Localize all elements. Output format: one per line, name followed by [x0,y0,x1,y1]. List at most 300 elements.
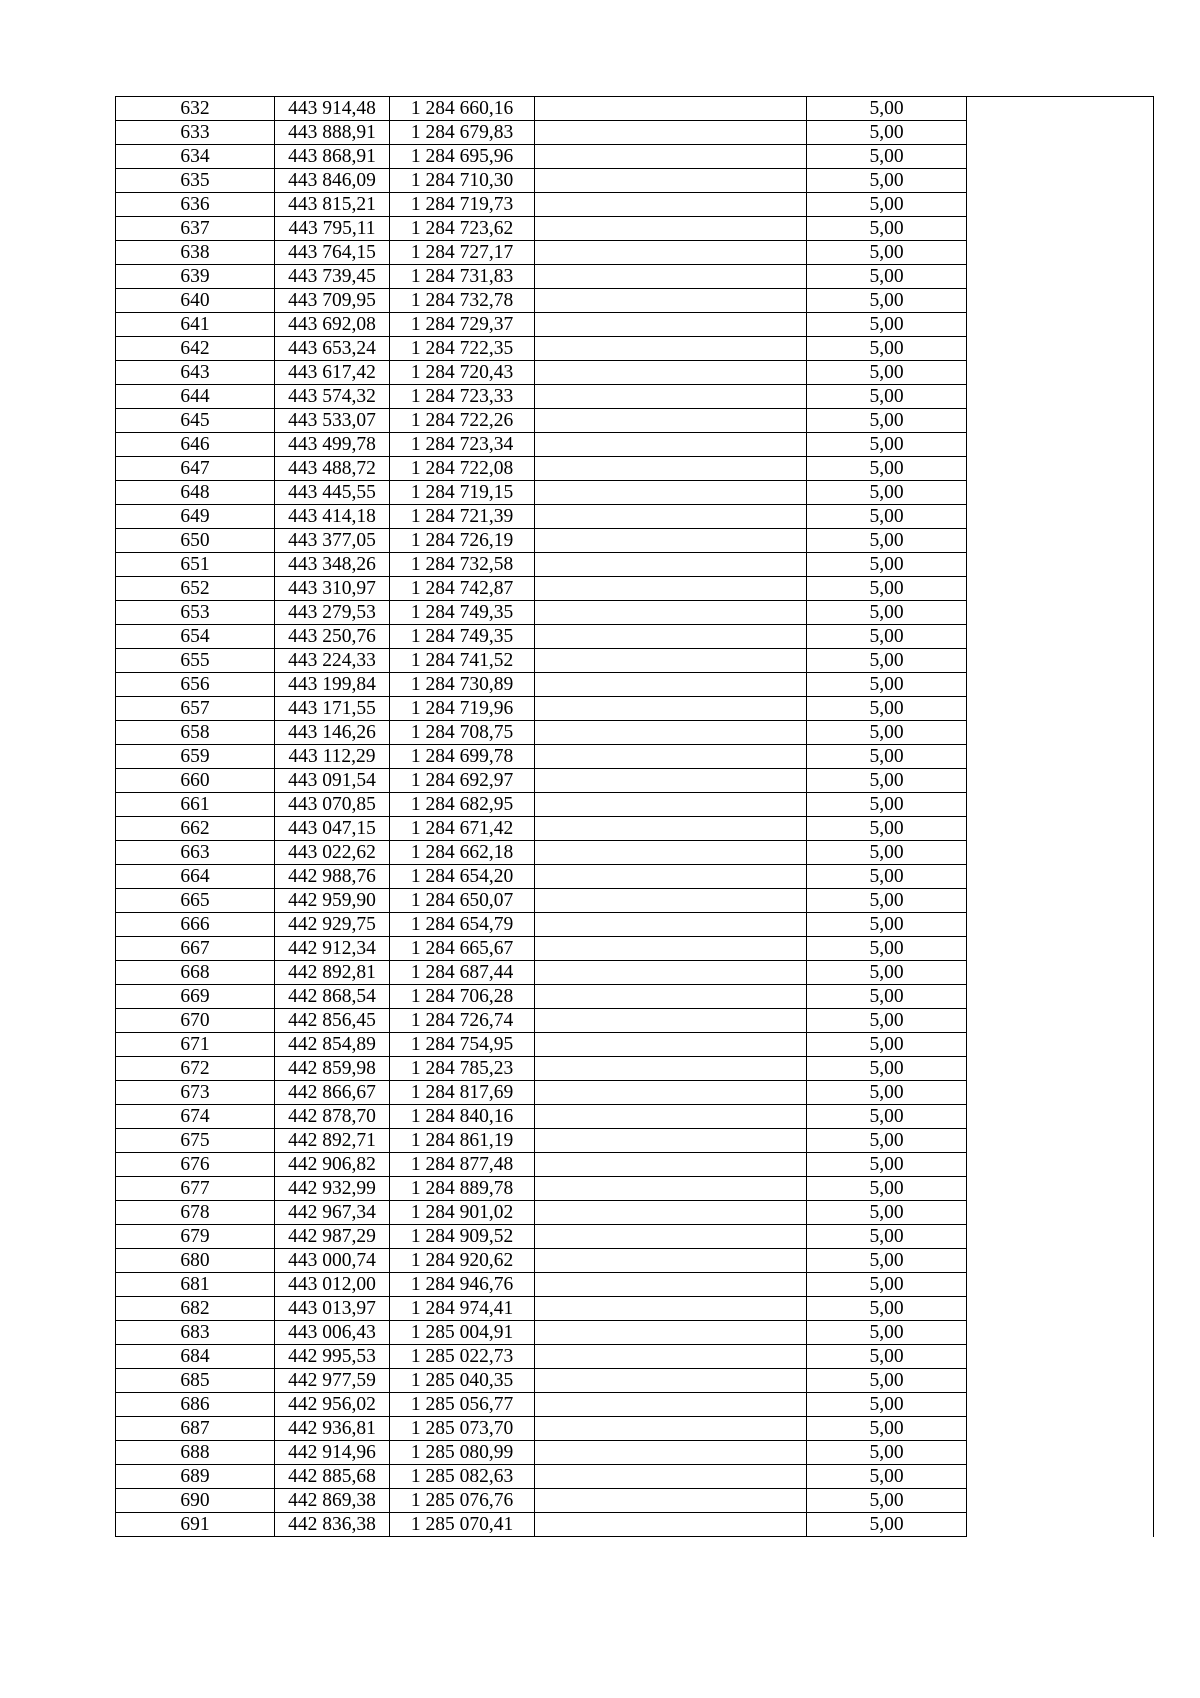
accuracy-cell: 5,00 [807,601,967,625]
note-cell [967,1129,1154,1153]
x-coordinate-cell: 443 445,55 [275,481,390,505]
note-cell [967,1249,1154,1273]
note-cell [967,505,1154,529]
point-number-cell: 647 [116,457,275,481]
y-coordinate-cell: 1 284 695,96 [390,145,535,169]
x-coordinate-cell: 442 892,81 [275,961,390,985]
note-cell [967,1177,1154,1201]
y-coordinate-cell: 1 284 708,75 [390,721,535,745]
description-cell [535,793,807,817]
note-cell [967,649,1154,673]
accuracy-cell: 5,00 [807,817,967,841]
y-coordinate-cell: 1 284 723,34 [390,433,535,457]
x-coordinate-cell: 443 013,97 [275,1297,390,1321]
note-cell [967,481,1154,505]
description-cell [535,433,807,457]
y-coordinate-cell: 1 284 654,79 [390,913,535,937]
table-row [116,1441,1154,1465]
description-cell [535,817,807,841]
table-row [116,1225,1154,1249]
point-number-cell: 659 [116,745,275,769]
accuracy-cell: 5,00 [807,961,967,985]
y-coordinate-cell: 1 284 732,58 [390,553,535,577]
accuracy-cell: 5,00 [807,121,967,145]
description-cell [535,481,807,505]
y-coordinate-cell: 1 284 785,23 [390,1057,535,1081]
table-row [116,1105,1154,1129]
point-number-cell: 645 [116,409,275,433]
note-cell [967,697,1154,721]
accuracy-cell: 5,00 [807,1057,967,1081]
accuracy-cell: 5,00 [807,361,967,385]
accuracy-cell: 5,00 [807,433,967,457]
description-cell [535,217,807,241]
description-cell [535,577,807,601]
note-cell [967,1081,1154,1105]
table-row [116,97,1154,121]
table-row [116,1465,1154,1489]
y-coordinate-cell: 1 284 909,52 [390,1225,535,1249]
point-number-cell: 642 [116,337,275,361]
table-row [116,817,1154,841]
coordinates-table-body [116,97,1154,1537]
point-number-cell: 690 [116,1489,275,1513]
description-cell [535,1225,807,1249]
point-number-cell: 671 [116,1033,275,1057]
y-coordinate-cell: 1 284 665,67 [390,937,535,961]
description-cell [535,1345,807,1369]
table-row [116,841,1154,865]
note-cell [967,1489,1154,1513]
accuracy-cell: 5,00 [807,1081,967,1105]
note-cell [967,169,1154,193]
x-coordinate-cell: 443 653,24 [275,337,390,361]
x-coordinate-cell: 443 488,72 [275,457,390,481]
description-cell [535,529,807,553]
description-cell [535,697,807,721]
accuracy-cell: 5,00 [807,889,967,913]
note-cell [967,1321,1154,1345]
table-row [116,1369,1154,1393]
accuracy-cell: 5,00 [807,577,967,601]
accuracy-cell: 5,00 [807,553,967,577]
note-cell [967,553,1154,577]
y-coordinate-cell: 1 284 729,37 [390,313,535,337]
x-coordinate-cell: 442 987,29 [275,1225,390,1249]
x-coordinate-cell: 443 112,29 [275,745,390,769]
y-coordinate-cell: 1 284 706,28 [390,985,535,1009]
note-cell [967,745,1154,769]
x-coordinate-cell: 442 856,45 [275,1009,390,1033]
note-cell [967,1225,1154,1249]
note-cell [967,1345,1154,1369]
accuracy-cell: 5,00 [807,97,967,121]
description-cell [535,169,807,193]
point-number-cell: 672 [116,1057,275,1081]
point-number-cell: 637 [116,217,275,241]
accuracy-cell: 5,00 [807,1153,967,1177]
note-cell [967,1441,1154,1465]
accuracy-cell: 5,00 [807,193,967,217]
description-cell [535,1513,807,1537]
point-number-cell: 632 [116,97,275,121]
note-cell [967,121,1154,145]
accuracy-cell: 5,00 [807,1513,967,1537]
description-cell [535,1321,807,1345]
description-cell [535,1201,807,1225]
accuracy-cell: 5,00 [807,1417,967,1441]
description-cell [535,1417,807,1441]
point-number-cell: 653 [116,601,275,625]
point-number-cell: 669 [116,985,275,1009]
table-row [116,577,1154,601]
table-row [116,1177,1154,1201]
accuracy-cell: 5,00 [807,1465,967,1489]
accuracy-cell: 5,00 [807,1369,967,1393]
x-coordinate-cell: 443 171,55 [275,697,390,721]
table-row [116,913,1154,937]
x-coordinate-cell: 443 709,95 [275,289,390,313]
point-number-cell: 656 [116,673,275,697]
description-cell [535,1249,807,1273]
point-number-cell: 676 [116,1153,275,1177]
y-coordinate-cell: 1 285 080,99 [390,1441,535,1465]
table-row [116,289,1154,313]
x-coordinate-cell: 442 878,70 [275,1105,390,1129]
y-coordinate-cell: 1 285 004,91 [390,1321,535,1345]
table-row [116,409,1154,433]
y-coordinate-cell: 1 284 861,19 [390,1129,535,1153]
table-row [116,1057,1154,1081]
table-row [116,457,1154,481]
point-number-cell: 633 [116,121,275,145]
y-coordinate-cell: 1 284 877,48 [390,1153,535,1177]
description-cell [535,553,807,577]
table-row [116,265,1154,289]
note-cell [967,793,1154,817]
x-coordinate-cell: 443 499,78 [275,433,390,457]
table-row [116,1009,1154,1033]
y-coordinate-cell: 1 284 730,89 [390,673,535,697]
accuracy-cell: 5,00 [807,1177,967,1201]
y-coordinate-cell: 1 284 840,16 [390,1105,535,1129]
y-coordinate-cell: 1 284 749,35 [390,601,535,625]
table-row [116,721,1154,745]
y-coordinate-cell: 1 284 722,26 [390,409,535,433]
note-cell [967,1273,1154,1297]
note-cell [967,673,1154,697]
table-row [116,961,1154,985]
note-cell [967,145,1154,169]
x-coordinate-cell: 443 574,32 [275,385,390,409]
y-coordinate-cell: 1 284 732,78 [390,289,535,313]
point-number-cell: 643 [116,361,275,385]
x-coordinate-cell: 442 936,81 [275,1417,390,1441]
table-row [116,673,1154,697]
note-cell [967,241,1154,265]
y-coordinate-cell: 1 284 723,33 [390,385,535,409]
table-row [116,1321,1154,1345]
accuracy-cell: 5,00 [807,385,967,409]
point-number-cell: 679 [116,1225,275,1249]
table-row [116,193,1154,217]
note-cell [967,1057,1154,1081]
description-cell [535,193,807,217]
x-coordinate-cell: 442 995,53 [275,1345,390,1369]
description-cell [535,1369,807,1393]
x-coordinate-cell: 442 988,76 [275,865,390,889]
y-coordinate-cell: 1 284 662,18 [390,841,535,865]
note-cell [967,1009,1154,1033]
accuracy-cell: 5,00 [807,985,967,1009]
accuracy-cell: 5,00 [807,265,967,289]
point-number-cell: 634 [116,145,275,169]
point-number-cell: 688 [116,1441,275,1465]
x-coordinate-cell: 442 967,34 [275,1201,390,1225]
point-number-cell: 680 [116,1249,275,1273]
description-cell [535,1081,807,1105]
y-coordinate-cell: 1 284 754,95 [390,1033,535,1057]
description-cell [535,361,807,385]
x-coordinate-cell: 443 815,21 [275,193,390,217]
point-number-cell: 677 [116,1177,275,1201]
description-cell [535,1465,807,1489]
x-coordinate-cell: 442 932,99 [275,1177,390,1201]
table-row [116,505,1154,529]
accuracy-cell: 5,00 [807,745,967,769]
x-coordinate-cell: 442 869,38 [275,1489,390,1513]
accuracy-cell: 5,00 [807,145,967,169]
table-row [116,1153,1154,1177]
note-cell [967,265,1154,289]
y-coordinate-cell: 1 285 040,35 [390,1369,535,1393]
table-row [116,529,1154,553]
note-cell [967,1417,1154,1441]
y-coordinate-cell: 1 284 901,02 [390,1201,535,1225]
table-row [116,865,1154,889]
accuracy-cell: 5,00 [807,721,967,745]
point-number-cell: 687 [116,1417,275,1441]
note-cell [967,841,1154,865]
point-number-cell: 638 [116,241,275,265]
table-row [116,1513,1154,1537]
description-cell [535,457,807,481]
description-cell [535,841,807,865]
accuracy-cell: 5,00 [807,1009,967,1033]
point-number-cell: 648 [116,481,275,505]
description-cell [535,937,807,961]
accuracy-cell: 5,00 [807,1105,967,1129]
y-coordinate-cell: 1 284 719,15 [390,481,535,505]
y-coordinate-cell: 1 285 070,41 [390,1513,535,1537]
table-row [116,145,1154,169]
y-coordinate-cell: 1 284 687,44 [390,961,535,985]
point-number-cell: 636 [116,193,275,217]
description-cell [535,409,807,433]
x-coordinate-cell: 443 846,09 [275,169,390,193]
table-row [116,601,1154,625]
point-number-cell: 666 [116,913,275,937]
y-coordinate-cell: 1 284 742,87 [390,577,535,601]
accuracy-cell: 5,00 [807,337,967,361]
point-number-cell: 683 [116,1321,275,1345]
accuracy-cell: 5,00 [807,505,967,529]
x-coordinate-cell: 443 888,91 [275,121,390,145]
point-number-cell: 685 [116,1369,275,1393]
point-number-cell: 689 [116,1465,275,1489]
table-row [116,1201,1154,1225]
note-cell [967,217,1154,241]
table-row [116,1273,1154,1297]
note-cell [967,1369,1154,1393]
point-number-cell: 658 [116,721,275,745]
note-cell [967,97,1154,121]
table-row [116,1393,1154,1417]
note-cell [967,889,1154,913]
description-cell [535,1297,807,1321]
note-cell [967,409,1154,433]
description-cell [535,289,807,313]
y-coordinate-cell: 1 284 726,19 [390,529,535,553]
description-cell [535,97,807,121]
note-cell [967,865,1154,889]
point-number-cell: 639 [116,265,275,289]
description-cell [535,745,807,769]
point-number-cell: 668 [116,961,275,985]
x-coordinate-cell: 442 912,34 [275,937,390,961]
accuracy-cell: 5,00 [807,1297,967,1321]
note-cell [967,337,1154,361]
table-row [116,433,1154,457]
point-number-cell: 662 [116,817,275,841]
note-cell [967,937,1154,961]
description-cell [535,1057,807,1081]
description-cell [535,625,807,649]
table-row [116,169,1154,193]
table-row [116,697,1154,721]
description-cell [535,313,807,337]
point-number-cell: 663 [116,841,275,865]
x-coordinate-cell: 443 047,15 [275,817,390,841]
point-number-cell: 682 [116,1297,275,1321]
description-cell [535,121,807,145]
x-coordinate-cell: 443 022,62 [275,841,390,865]
accuracy-cell: 5,00 [807,1225,967,1249]
point-number-cell: 657 [116,697,275,721]
description-cell [535,769,807,793]
accuracy-cell: 5,00 [807,913,967,937]
accuracy-cell: 5,00 [807,625,967,649]
x-coordinate-cell: 443 795,11 [275,217,390,241]
accuracy-cell: 5,00 [807,217,967,241]
accuracy-cell: 5,00 [807,865,967,889]
point-number-cell: 635 [116,169,275,193]
table-row [116,1249,1154,1273]
description-cell [535,649,807,673]
x-coordinate-cell: 443 279,53 [275,601,390,625]
accuracy-cell: 5,00 [807,1441,967,1465]
x-coordinate-cell: 443 199,84 [275,673,390,697]
accuracy-cell: 5,00 [807,793,967,817]
table-row [116,1297,1154,1321]
accuracy-cell: 5,00 [807,697,967,721]
x-coordinate-cell: 443 348,26 [275,553,390,577]
note-cell [967,1105,1154,1129]
accuracy-cell: 5,00 [807,169,967,193]
accuracy-cell: 5,00 [807,1321,967,1345]
y-coordinate-cell: 1 284 741,52 [390,649,535,673]
x-coordinate-cell: 443 617,42 [275,361,390,385]
x-coordinate-cell: 443 764,15 [275,241,390,265]
note-cell [967,1033,1154,1057]
note-cell [967,913,1154,937]
description-cell [535,961,807,985]
accuracy-cell: 5,00 [807,289,967,313]
y-coordinate-cell: 1 284 671,42 [390,817,535,841]
description-cell [535,601,807,625]
table-row [116,1033,1154,1057]
x-coordinate-cell: 442 854,89 [275,1033,390,1057]
x-coordinate-cell: 443 250,76 [275,625,390,649]
accuracy-cell: 5,00 [807,1249,967,1273]
description-cell [535,1177,807,1201]
x-coordinate-cell: 443 070,85 [275,793,390,817]
description-cell [535,721,807,745]
y-coordinate-cell: 1 285 022,73 [390,1345,535,1369]
point-number-cell: 661 [116,793,275,817]
note-cell [967,193,1154,217]
description-cell [535,1273,807,1297]
x-coordinate-cell: 442 914,96 [275,1441,390,1465]
description-cell [535,1129,807,1153]
y-coordinate-cell: 1 284 721,39 [390,505,535,529]
description-cell [535,1393,807,1417]
point-number-cell: 652 [116,577,275,601]
y-coordinate-cell: 1 284 974,41 [390,1297,535,1321]
description-cell [535,1105,807,1129]
accuracy-cell: 5,00 [807,1201,967,1225]
table-row [116,1345,1154,1369]
description-cell [535,889,807,913]
note-cell [967,289,1154,313]
x-coordinate-cell: 443 091,54 [275,769,390,793]
point-number-cell: 684 [116,1345,275,1369]
y-coordinate-cell: 1 284 699,78 [390,745,535,769]
point-number-cell: 654 [116,625,275,649]
description-cell [535,1033,807,1057]
accuracy-cell: 5,00 [807,409,967,433]
y-coordinate-cell: 1 285 073,70 [390,1417,535,1441]
note-cell [967,961,1154,985]
note-cell [967,1201,1154,1225]
point-number-cell: 665 [116,889,275,913]
description-cell [535,865,807,889]
y-coordinate-cell: 1 284 679,83 [390,121,535,145]
x-coordinate-cell: 443 414,18 [275,505,390,529]
y-coordinate-cell: 1 284 817,69 [390,1081,535,1105]
y-coordinate-cell: 1 284 682,95 [390,793,535,817]
table-row [116,361,1154,385]
description-cell [535,1153,807,1177]
table-row [116,241,1154,265]
note-cell [967,1153,1154,1177]
note-cell [967,817,1154,841]
table-row [116,481,1154,505]
point-number-cell: 651 [116,553,275,577]
x-coordinate-cell: 442 977,59 [275,1369,390,1393]
note-cell [967,721,1154,745]
note-cell [967,385,1154,409]
